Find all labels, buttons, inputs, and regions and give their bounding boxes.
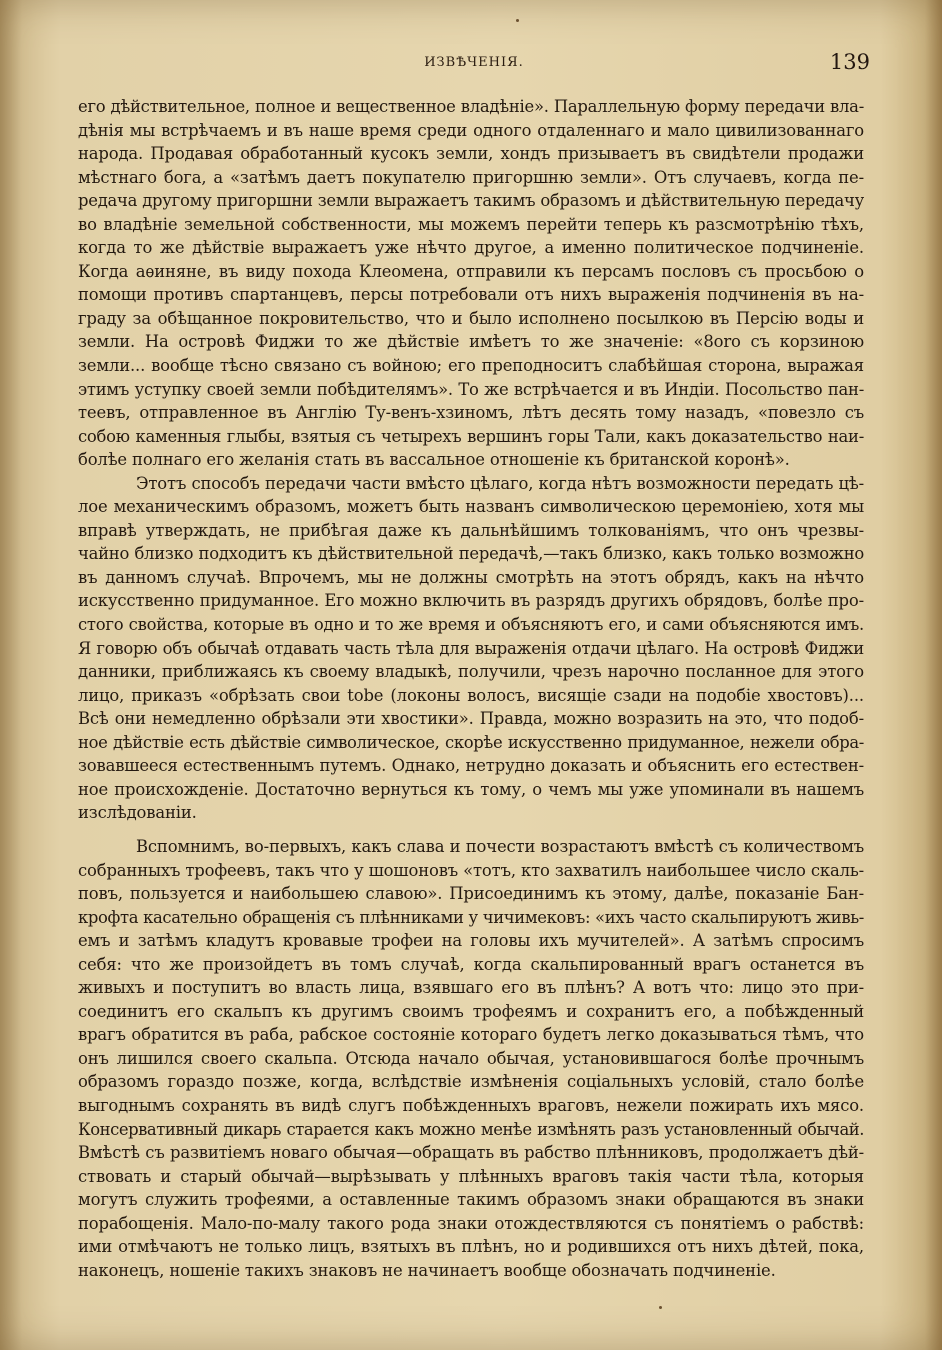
paragraph-1 xyxy=(78,95,864,472)
text-line: соединитъ его скальпъ къ другимъ своимъ трофеямъ и сохранитъ его, а побѣжденный xyxy=(78,1001,864,1021)
text-line: теевъ, отправленное въ Англію Ту-венъ-хзиномъ, лѣтъ десять тому назадъ, «повезло съ xyxy=(78,403,864,423)
text-line: образомъ гораздо позже, когда, вслѣдствіе измѣненія соціальныхъ условій, стало болѣе xyxy=(78,1072,864,1092)
text-line: искусственно придуманное. Его можно включить въ разрядъ другихъ обрядовъ, болѣе про- xyxy=(78,591,864,611)
text-line: себя: что же произойдетъ въ томъ случаѣ, когда скальпированный врагъ останется въ xyxy=(78,954,864,974)
running-head: ИЗВѢЧЕНІЯ. xyxy=(424,55,524,70)
text-line: зовавшееся естественнымъ путемъ. Однако, нетрудно доказать и объяснить его естествен- xyxy=(78,756,864,776)
text-line: Этотъ способъ передачи части вмѣсто цѣлаго, когда нѣтъ возможности передать цѣ- xyxy=(136,473,864,493)
text-line: дѣнія мы встрѣчаемъ и въ наше время среди одного отдаленнаго и мало цивилизованнаго xyxy=(78,120,864,140)
text-line: Вспомнимъ, во-первыхъ, какъ слава и почести возрастаютъ вмѣстѣ съ количествомъ xyxy=(136,836,864,856)
text-line: врагъ обратится въ раба, рабское состояніе котораго будетъ легко доказываться тѣмъ, что xyxy=(78,1025,864,1045)
text-line: могутъ служить трофеями, а оставленные такимъ образомъ знаки обращаются въ знаки xyxy=(78,1190,864,1210)
text-line: порабощенія. Мало-по-малу такого рода знаки отождествляются съ понятіемъ о рабствѣ: xyxy=(78,1213,864,1233)
text-line: въ данномъ случаѣ. Впрочемъ, мы не должны смотрѣть на этотъ обрядъ, какъ на нѣчто xyxy=(78,567,864,587)
text-line: Всѣ они немедленно обрѣзали эти хвостики». Правда, можно возразить на это, что подоб- xyxy=(78,709,864,729)
text-line: Вмѣстѣ съ развитіемъ новаго обычая—обращать въ рабство плѣнниковъ, продолжаетъ дѣй- xyxy=(78,1143,864,1163)
text-line: повъ, пользуется и наибольшею славою». Присоединимъ къ этому, далѣе, показаніе Бан- xyxy=(78,884,864,904)
text-line: Консервативный дикарь старается какъ можно менѣе измѣнять разъ установленный обычай. xyxy=(78,1119,864,1139)
text-line: земли. На островѣ Фиджи то же дѣйствіе имѣетъ то же значеніе: «8oro съ корзиною xyxy=(78,332,864,352)
text-line: выгоднымъ сохранять въ видѣ слугъ побѣжденныхъ враговъ, нежели пожирать ихъ мясо. xyxy=(78,1095,864,1115)
text-line: ное дѣйствіе есть дѣйствіе символическое, скорѣе искусственно придуманное, нежели обра- xyxy=(78,732,864,752)
text-line: собранныхъ трофеевъ, такъ что у шошоновъ «тотъ, кто захватилъ наибольшее число скаль- xyxy=(78,860,864,880)
text-line: этимъ уступку своей земли побѣдителямъ». То же встрѣчается и въ Индіи. Посольство пан- xyxy=(78,379,864,399)
text-line: вправѣ утверждать, не прибѣгая даже къ дальнѣйшимъ толкованіямъ, что онъ чрезвы- xyxy=(78,520,864,540)
text-line: емъ и затѣмъ кладутъ кровавые трофеи на головы ихъ мучителей». А затѣмъ спросимъ xyxy=(78,931,864,951)
text-line: его дѣйствительное, полное и вещественное владѣніе». Параллельную форму передачи вла- xyxy=(78,97,864,116)
text-line: редача другому пригоршни земли выражаетъ такимъ образомъ и дѣйствительную передачу xyxy=(78,191,864,211)
body-text xyxy=(78,95,864,1282)
text-line: лицо, приказъ «обрѣзать свои tobe (локоны волосъ, висящіе сзади на подобіе хвостовъ)... xyxy=(78,685,864,705)
text-line: лое механическимъ образомъ, можетъ быть названъ символическою церемоніею, хотя мы xyxy=(78,497,864,517)
text-line: Когда аѳиняне, въ виду похода Клеомена, отправили къ персамъ пословъ съ просьбою о xyxy=(78,261,864,281)
text-line: болѣе полнаго его желанія стать въ вассальное отношеніе къ британской коронѣ». xyxy=(78,450,790,470)
paragraph-3 xyxy=(78,835,864,1282)
paper-speck xyxy=(516,19,519,22)
text-line: изслѣдованіи. xyxy=(78,803,197,823)
page-number: 139 xyxy=(829,50,870,74)
text-line: наконецъ, ношеніе такихъ знаковъ не начинаетъ вообще обозначать подчиненіе. xyxy=(78,1260,776,1280)
text-line: данники, приближаясь къ своему владыкѣ, получили, чрезъ нарочно посланное для этого xyxy=(78,662,864,682)
text-line: ное происхожденіе. Достаточно вернуться къ тому, о чемъ мы уже упоминали въ нашемъ xyxy=(78,779,864,799)
text-line: во владѣніе земельной собственности, мы можемъ перейти теперь къ разсмотрѣнію тѣхъ, xyxy=(78,214,864,234)
paragraph-2 xyxy=(78,472,864,825)
text-line: земли... вообще тѣсно связано съ войною; его преподноситъ слабѣйшая сторона, выражая xyxy=(78,356,864,376)
text-line: стого свойства, которые въ одно и то же время и объясняютъ его, и сами объясняются имъ. xyxy=(78,615,864,635)
text-line: ствовать и старый обычай—вырѣзывать у плѣнныхъ враговъ такія части тѣла, которыя xyxy=(78,1166,864,1186)
text-line: народа. Продавая обработанный кусокъ земли, хондъ призываетъ въ свидѣтели продажи xyxy=(78,144,864,164)
text-line: когда то же дѣйствіе выражаетъ уже нѣчто другое, а именно политическое подчиненіе. xyxy=(78,238,864,258)
page-header xyxy=(78,50,870,74)
text-line: чайно близко подходитъ къ дѣйствительной передачѣ,—такъ близко, какъ только возможно xyxy=(78,544,864,564)
text-line: крофта касательно обращенія съ плѣнниками у чичимековъ: «ихъ часто скальпируютъ живь- xyxy=(78,907,864,927)
text-line: живыхъ и поступитъ во власть лица, взявшаго его въ плѣнъ? А вотъ что: лицо это при- xyxy=(78,978,864,998)
text-line: мѣстнаго бога, а «затѣмъ даетъ покупателю пригоршню земли». Отъ случаевъ, когда пе- xyxy=(78,167,864,187)
text-line: онъ лишился своего скальпа. Отсюда начало обычая, установившагося болѣе прочнымъ xyxy=(78,1048,864,1068)
text-line: ими отмѣчаютъ не только лицъ, взятыхъ въ плѣнъ, но и родившихся отъ нихъ дѣтей, пока, xyxy=(78,1237,864,1257)
text-line: граду за обѣщанное покровительство, что и было исполнено посылкою въ Персію воды и xyxy=(78,308,864,328)
text-line: Я говорю объ обычаѣ отдавать часть тѣла для выраженія отдачи цѣлаго. На островѣ Фиджи xyxy=(78,638,864,658)
text-line: собою каменныя глыбы, взятыя съ четырехъ вершинъ горы Тали, какъ доказательство наи- xyxy=(78,426,864,446)
text-line: помощи противъ спартанцевъ, персы потребовали отъ нихъ выраженія подчиненія въ на- xyxy=(78,285,864,305)
paper-speck xyxy=(659,1306,662,1309)
